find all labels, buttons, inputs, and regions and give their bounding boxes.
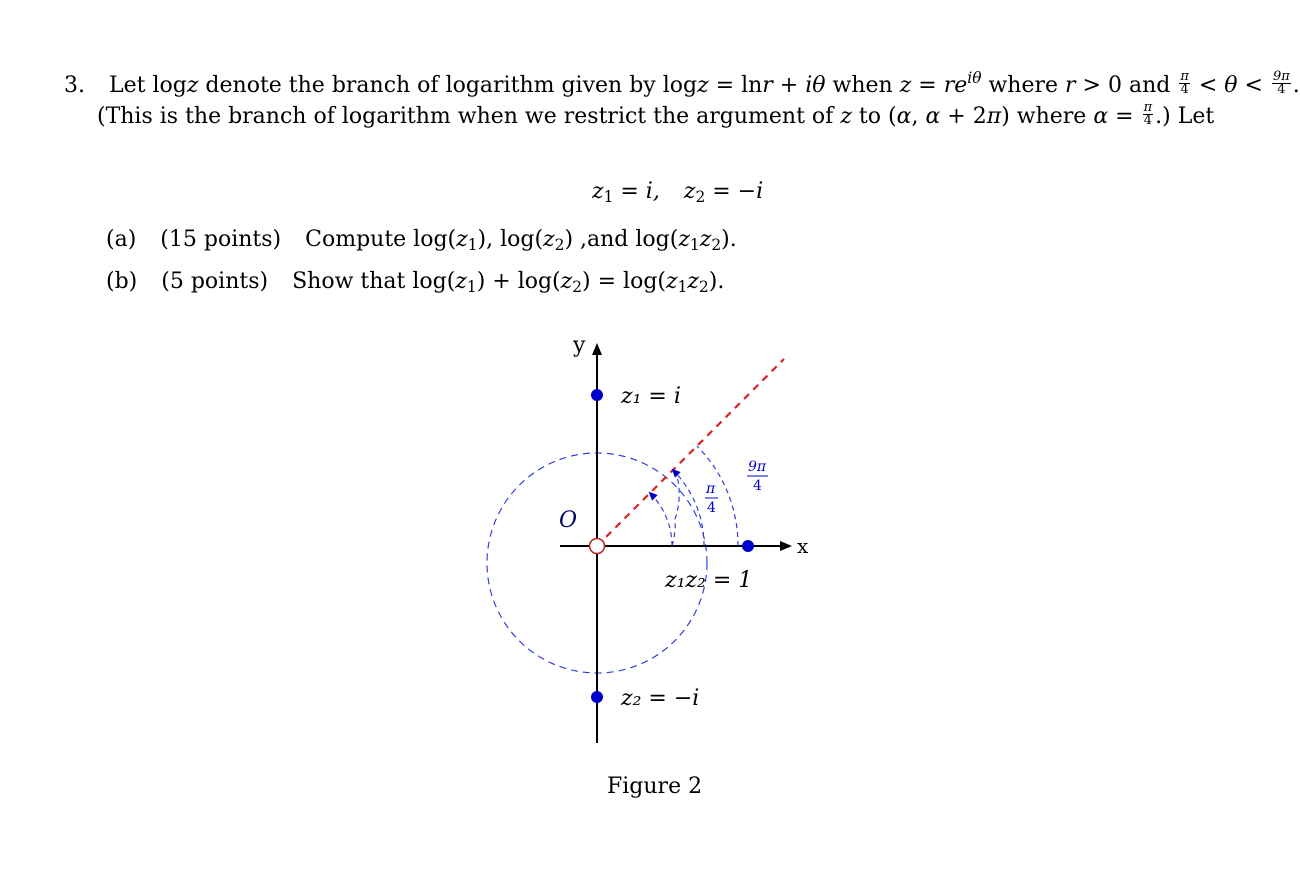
text: + (772, 73, 806, 98)
text: ), log( (477, 227, 544, 252)
origin-label: O (559, 508, 578, 533)
math-sub: 1 (466, 277, 477, 296)
text: to ( (858, 104, 897, 129)
angle-large-num: 9π (748, 459, 767, 475)
math-sub: 2 (554, 235, 565, 254)
text: Let log (109, 73, 187, 98)
text: + 2 (940, 104, 987, 129)
angle-small-den: 4 (707, 500, 716, 516)
figure-caption: Figure 2 (607, 774, 703, 799)
math: z (697, 73, 709, 98)
math: z (899, 73, 912, 98)
math: z (840, 104, 852, 129)
z2-label: z₂ = −i (621, 686, 700, 711)
math: z (455, 269, 467, 294)
fraction-pi-over-4: $\frac{\pi}{4}$ (1180, 68, 1189, 97)
y-axis-label: y (573, 333, 586, 358)
math: z (186, 73, 199, 98)
x-axis-label: x (797, 534, 809, 558)
math-sub: 2 (698, 277, 709, 296)
part-a-points: (15 points) (160, 227, 282, 252)
math: = −i (705, 179, 764, 204)
math: r (1065, 73, 1076, 98)
fraction-alpha: $\frac{\pi}{4}$ (1143, 99, 1153, 128)
math-sup: iθ (967, 68, 982, 87)
math-sub: 1 (603, 187, 614, 206)
text: .) Let (1155, 104, 1215, 129)
text: < (1237, 73, 1270, 98)
fraction-9pi-over-4: $\frac{9\pi}{4}$ (1272, 68, 1290, 97)
math: z (683, 179, 696, 204)
text: ) where (1001, 104, 1094, 129)
text: = ln (708, 73, 763, 98)
angle-arc-9pi-over-4-wide (697, 446, 738, 546)
math: z (456, 227, 468, 252)
text: ). (721, 227, 737, 252)
math-sub: 2 (572, 277, 583, 296)
problem-number: 3. (64, 73, 85, 98)
text: Compute log( (305, 227, 457, 252)
math: z (665, 269, 678, 294)
text: ) = log( (582, 269, 666, 294)
z1-label: z₁ = i (621, 384, 681, 409)
math: re (943, 73, 968, 98)
text: when (825, 73, 900, 98)
text: ) + log( (476, 269, 561, 294)
point-z1z2 (742, 540, 754, 552)
text: ) ,and log( (564, 227, 679, 252)
math-sub: 1 (677, 277, 688, 296)
math: z (560, 269, 573, 294)
text: denote the branch of logarithm given by log (205, 73, 698, 98)
math: z (543, 227, 555, 252)
math: r (762, 73, 773, 98)
angle-small-num: π (706, 481, 716, 497)
origin-marker (590, 539, 605, 554)
math: α (1093, 104, 1109, 129)
math: z (592, 179, 604, 204)
text: where (981, 73, 1066, 98)
math: π (986, 104, 1002, 129)
math-sub: 1 (467, 235, 478, 254)
angle-large-den: 4 (753, 478, 762, 494)
math: θ (1224, 73, 1238, 98)
angle-arc-pi-over-4-clean (650, 493, 672, 546)
math: z (687, 269, 699, 294)
point-z2 (591, 691, 603, 703)
text: > 0 and (1075, 73, 1171, 98)
math: = i, (613, 179, 660, 204)
part-a-label: (a) (106, 227, 137, 252)
math-sub: 1 (689, 235, 700, 254)
text: ). (708, 269, 725, 294)
part-b-label: (b) (106, 269, 138, 294)
product-label: z₁z₂ = 1 (665, 568, 753, 593)
point-z1 (591, 389, 603, 401)
math-sub: 2 (695, 187, 706, 206)
text: = (1108, 104, 1141, 129)
math: iθ (805, 73, 826, 98)
text: < (1191, 73, 1225, 98)
text: = (911, 73, 944, 98)
math: z (699, 227, 712, 252)
math: α (925, 104, 941, 129)
math: α (896, 104, 912, 129)
text: (This is the branch of logarithm when we restrict the argument of (97, 104, 834, 129)
text: . (1292, 73, 1300, 98)
part-b-points: (5 points) (161, 269, 269, 294)
math: z (678, 227, 690, 252)
text: , (911, 104, 926, 129)
math-sub: 2 (711, 235, 722, 254)
text: Show that log( (292, 269, 456, 294)
